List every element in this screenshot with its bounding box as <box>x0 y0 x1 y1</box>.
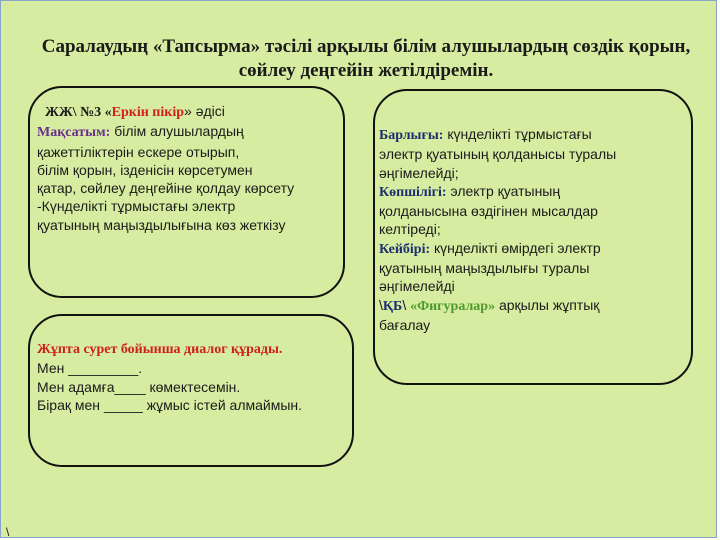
goal-line <box>37 122 294 142</box>
most-label: Көпшілігі: <box>379 184 447 200</box>
dialog-line: Мен _________. <box>37 360 143 377</box>
kb-separator: \ <box>402 296 411 313</box>
assessment-method: «Фигуралар» <box>410 298 496 314</box>
kb-prefix: \ <box>379 296 383 313</box>
goal-text: білім алушылардың <box>110 123 244 140</box>
some-text: күнделікті өмірдегі электр <box>430 239 601 256</box>
method-name: Еркін пікір <box>111 105 185 120</box>
criteria-line: бағалау <box>379 316 431 333</box>
criteria-all <box>379 125 616 145</box>
dialog-line: Мен адамға____ көмектесемін. <box>37 378 241 395</box>
dialog-heading: Жұпта сурет бойынша диалог құрады. <box>37 342 283 357</box>
criteria-most <box>379 182 616 202</box>
dialog-line: Бірақ мен _____ жұмыс істей алмаймын. <box>37 396 303 413</box>
dialog-text-block <box>37 341 302 414</box>
page-title <box>21 35 711 83</box>
assessment-text: арқылы жұптық <box>495 296 600 313</box>
some-label: Кейбірі: <box>379 241 431 257</box>
title-line-2: сөйлеу деңгейін жетілдіремін. <box>238 60 494 81</box>
all-text: күнделікті тұрмыстағы <box>443 126 592 142</box>
criteria-line: әңгімелейді <box>379 278 455 295</box>
method-heading <box>37 102 294 122</box>
criteria-line: келтіреді; <box>379 221 441 238</box>
task-number: ЖЖ\ №3 « <box>45 105 112 120</box>
criteria-line: әңгімелейді; <box>379 164 459 181</box>
goal-line: қатар, сөйлеу деңгейіне қолдау көрсету <box>37 180 295 197</box>
goal-label: Мақсатым: <box>37 125 111 141</box>
goal-line: -Күнделікті тұрмыстағы электр <box>37 198 236 215</box>
most-text: электр қуатының <box>446 182 561 199</box>
goal-line: қажеттіліктерін ескере отырып, <box>37 143 240 160</box>
kb-abbr: ҚБ <box>382 298 403 314</box>
criteria-line: қолданысына өздігінен мысалдар <box>379 203 598 220</box>
goal-line: білім қорын, ізденісін көрсетумен <box>37 161 253 178</box>
goal-text-block <box>37 102 294 234</box>
criteria-text-block <box>379 125 616 334</box>
corner-mark: \ <box>6 525 10 539</box>
criteria-line: электр қуатының қолданысы туралы <box>379 146 617 163</box>
method-suffix: » әдісі <box>184 103 225 119</box>
all-label: Барлығы: <box>379 128 444 143</box>
assessment-line <box>379 296 616 316</box>
title-line-1: Саралаудың «Тапсырма» тәсілі арқылы білім алушылардың сөздік қорын, <box>41 36 691 57</box>
criteria-some <box>379 239 616 259</box>
criteria-line: қуатының маңыздылығы туралы <box>379 260 590 277</box>
goal-line: қуатының маңыздылығына көз жеткізу <box>37 216 286 233</box>
